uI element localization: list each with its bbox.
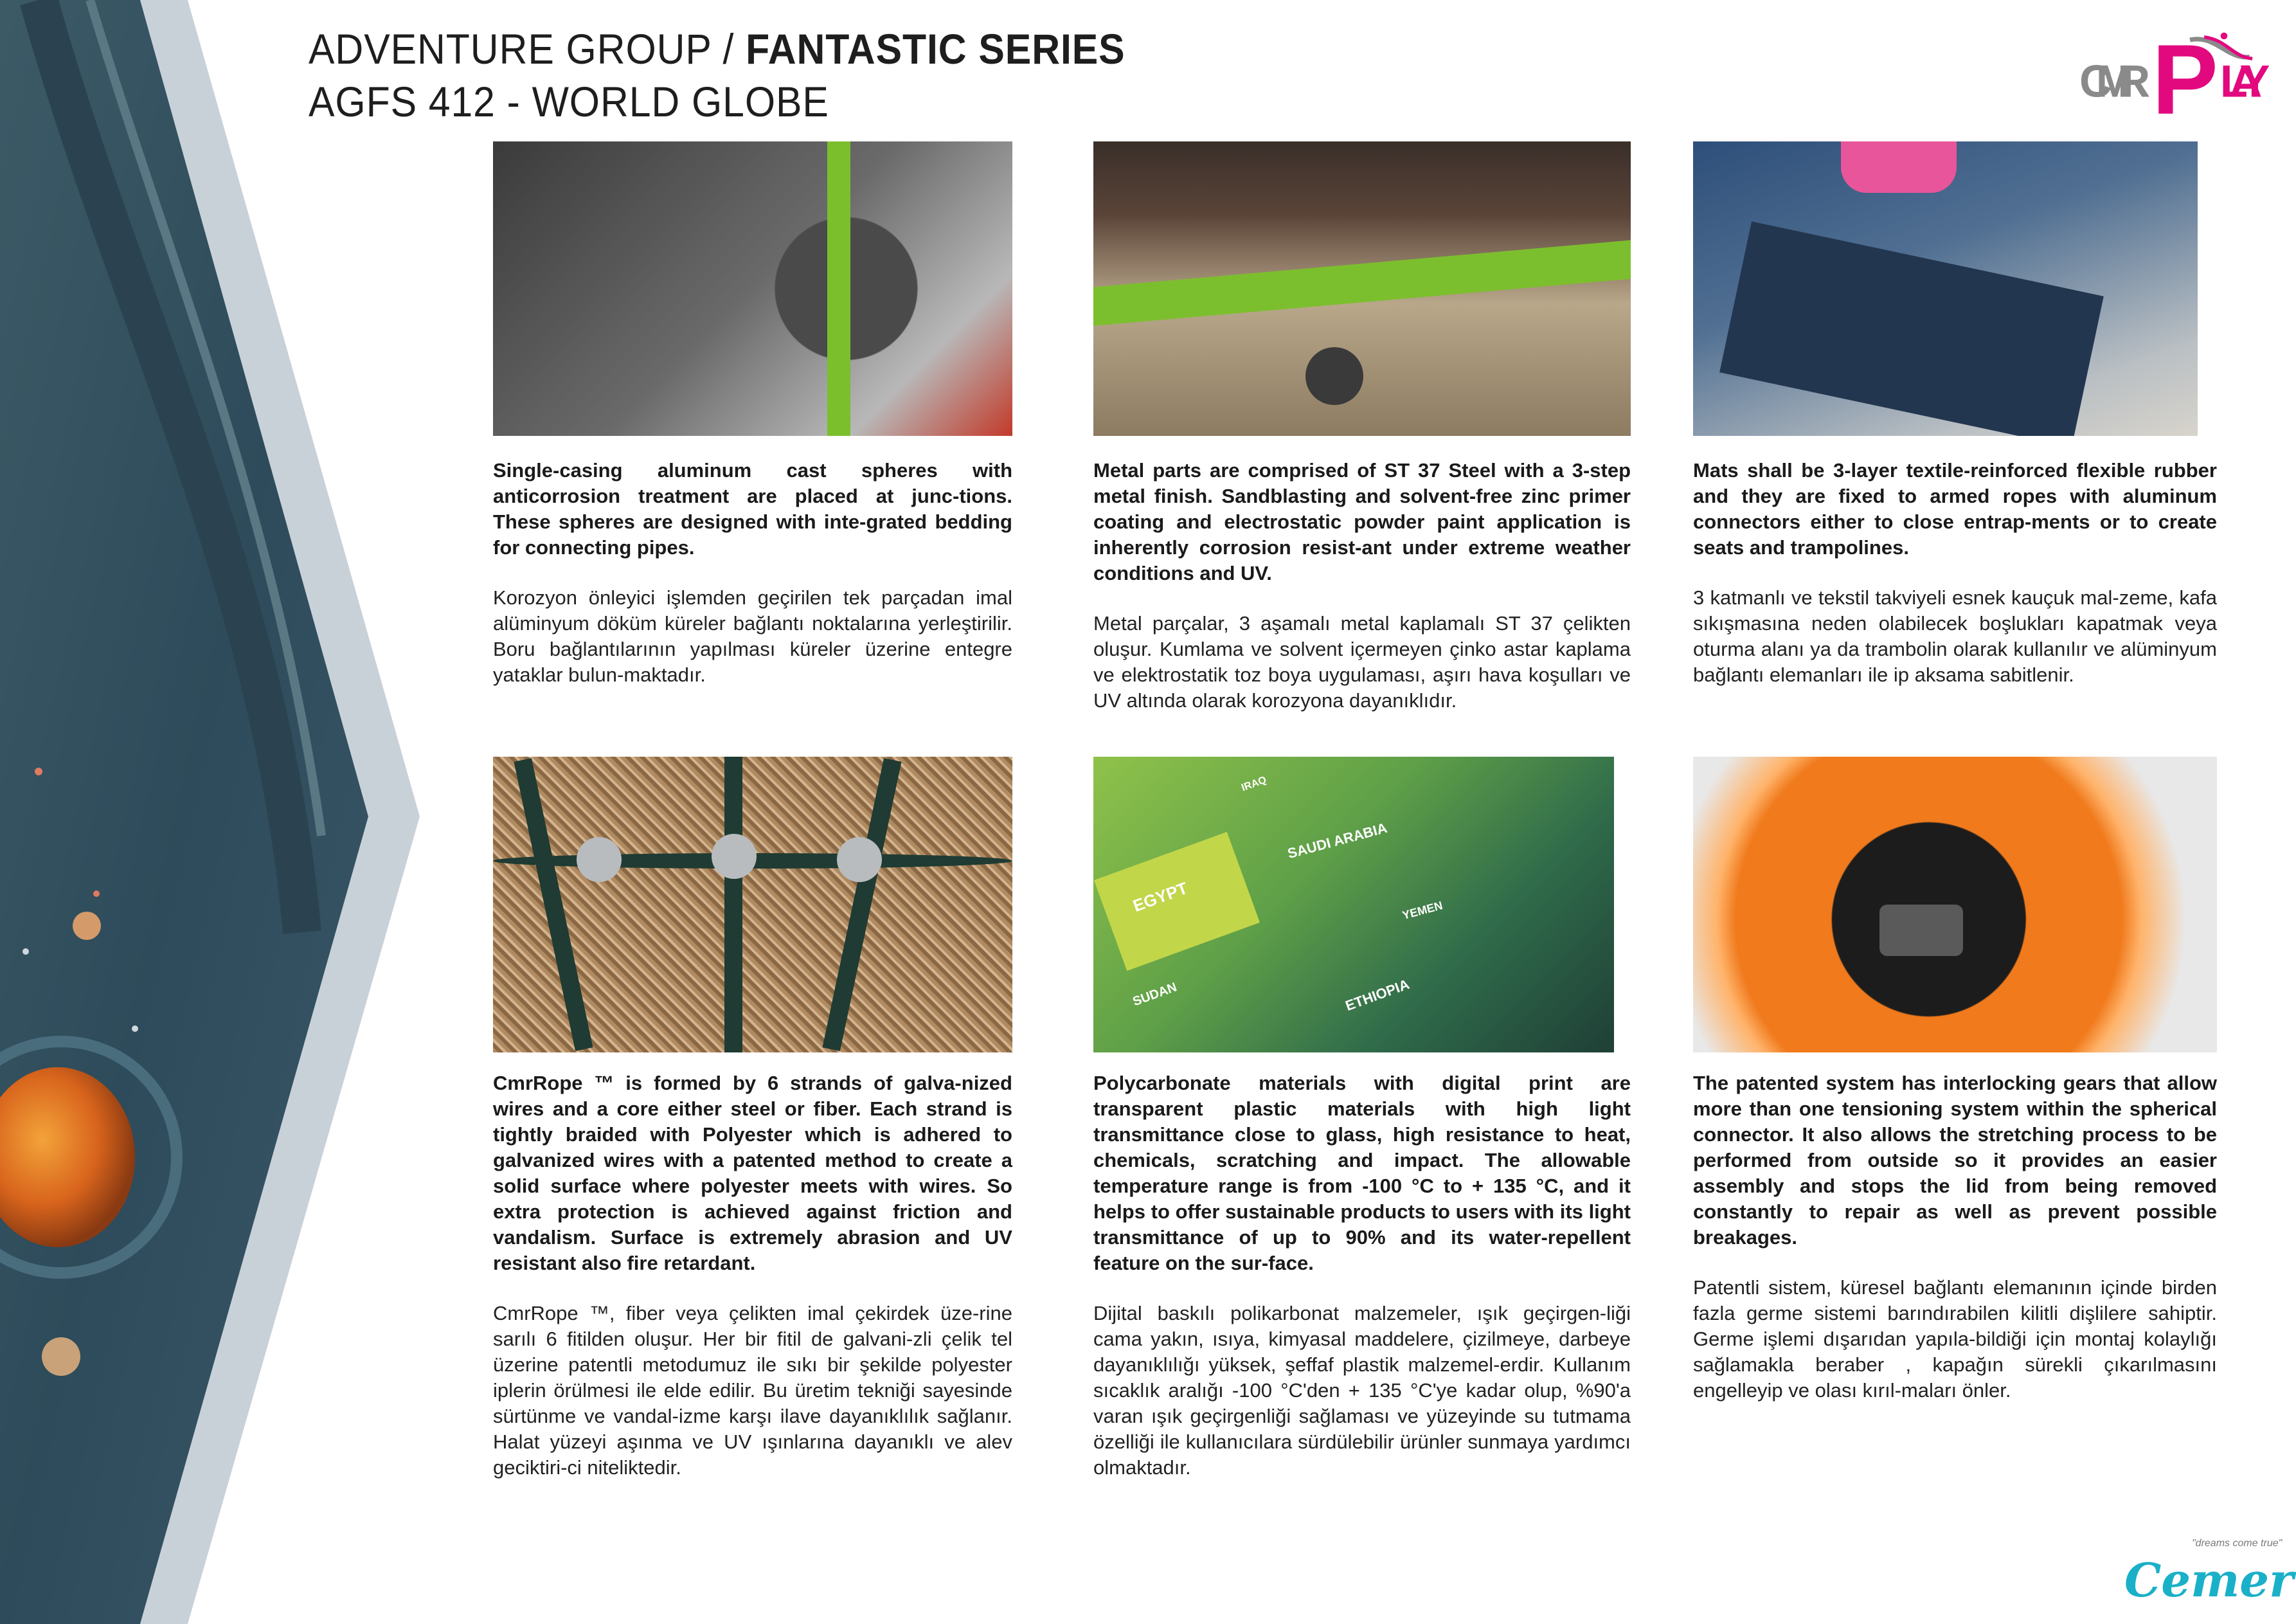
svg-text:LAY: LAY <box>2220 55 2270 107</box>
page-title <box>309 24 1126 73</box>
feature-6-text <box>1693 1070 2217 1403</box>
cmrrope-photo <box>493 757 1012 1052</box>
feature-1-description-tr: Korozyon önleyici işlemden geçirilen tek parçadan imal alüminyum döküm küreler bağlantı noktalarına yerleştirilir. Boru bağlantılarının yapılması küreler üzerine entegre yataklar bulun-maktadır. <box>493 586 1012 686</box>
series-label: FANTASTIC SERIES <box>746 25 1126 73</box>
feature-1-description-en: Single-casing aluminum cast spheres with anticorrosion treatment are placed at junc-tions. These spheres are designed with inte-grated bedding for connecting pipes. <box>493 459 1012 559</box>
rubber-mat-photo <box>1693 141 2198 436</box>
feature-4-description-en: CmrRope ™ is formed by 6 strands of galva-nized wires and a core either steel or fiber. Each strand is tightly braided with Polyester which is adhered to galvanized wires with a patented method to create a solid surface where polyester meets with wires. So extra protection is achieved against friction and vandalism. Surface is extremely abrasion and UV resistant also fire retardant. <box>493 1072 1012 1274</box>
polycarbonate-map-photo <box>1093 757 1614 1052</box>
cemer-logo <box>2121 1538 2294 1615</box>
feature-6-description-tr: Patentli sistem, küresel bağlantı elemanının içinde birden fazla germe sistemi barındırabilen kilitli dişlilere sahiptir. Germe işlemi dışarıdan yapıla-bildiği için montaj kolaylığı sağlamakla beraber , kapağın sürekli çıkarılmasını engelleyip ve olası kırıl-maları önler. <box>1693 1276 2217 1402</box>
map-label-yemen: YEMEN <box>1401 899 1444 922</box>
feature-5-description-en: Polycarbonate materials with digital print are transparent plastic materials with high light transmittance close to glass, high resistance to heat, chemicals, scratching and impact. The allowable temperature range is from -100 °C to + 135 °C, and it helps to offer sustainable products to users with its light transmittance of up to 90% and its water-repellent feature on the sur-face. <box>1093 1072 1631 1274</box>
feature-3-text <box>1693 458 2217 688</box>
svg-text:CMR: CMR <box>2079 55 2151 107</box>
feature-5-description-tr: Dijital baskılı polikarbonat malzemeler, ışık geçirgen-liği cama yakın, ısıya, kimyasal maddelere, çizilmeye, darbeye dayanıklılığı yüksek, şeffaf plastik malzemel-erdir. Kullanım sıcaklık aralığı -100 °C'den + 135 °C'ye kadar olup, %90'a varan ışık geçirgenliği sağlaması ve yüzeyinde su tutmama özelliği ile kullanıcılara sürdülebilir ürünler sunmaya yardımcı olmaktadır. <box>1093 1302 1631 1479</box>
feature-3-description-tr: 3 katmanlı ve tekstil takviyeli esnek kauçuk mal-zeme, kafa sıkışmasına neden olabilecek boşlukları kapatmak veya oturma alanı ya da trambolin olarak kullanılır ve alüminyum bağlantı elemanları ile ip aksama sabitlenir. <box>1693 586 2217 686</box>
map-label-iraq: IRAQ <box>1240 774 1268 794</box>
svg-text:P: P <box>2151 26 2218 122</box>
feature-3-description-en: Mats shall be 3-layer textile-reinforced flexible rubber and they are fixed to armed ropes with aluminum connectors either to close entrap-ments or to create seats and trampolines. <box>1693 459 2217 559</box>
feature-6-description-en: The patented system has interlocking gears that allow more than one tensioning system within the spherical connector. It also allows the stretching process to be performed from outside so it provides an easier assembly and stops the lid from being removed constantly to repair as well as prevent possible breakages. <box>1693 1072 2217 1249</box>
steel-parts-photo <box>1093 141 1631 436</box>
feature-4-description-tr: CmrRope ™, fiber veya çelikten imal çekirdek üze-rine sarılı 6 fitilden oluşur. Her bir fitil de galvani-zli çelik tel üzerine patentli metodumuz ile sıkı bir şekilde polyester iplerin örülmesi ile elde edilir. Bu üretim tekniği sayesinde sürtünme ve vandal-izme karşı ilave dayanıklılık sağlanır. Halat yüzeyi aşınma ve UV ışınlarına dayanıklı ve alev geciktiri-ci niteliktedir. <box>493 1302 1012 1479</box>
cemer-wordmark: Cemer <box>2124 1553 2294 1607</box>
product-title: AGFS 412 - WORLD GLOBE <box>309 78 829 125</box>
cemer-slogan: "dreams come true" <box>2192 1538 2283 1549</box>
map-label-ethiopia: ETHIOPIA <box>1343 976 1412 1015</box>
feature-2-description-tr: Metal parçalar, 3 aşamalı metal kaplamalı ST 37 çelikten oluşur. Kumlama ve solvent içermeyen çinko astar kaplama ve elektrostatik toz boya uygulaması, aşırı hava koşulları ve UV altında olarak korozyona dayanıklıdır. <box>1093 612 1631 712</box>
group-label: ADVENTURE GROUP / <box>309 25 746 73</box>
cmrplay-logo <box>2060 26 2292 122</box>
feature-2-description-en: Metal parts are comprised of ST 37 Steel with a 3-step metal finish. Sandblasting and solvent-free zinc primer coating and electrostatic powder paint application is inherently corrosion resist-ant under extreme weather conditions and UV. <box>1093 459 1631 584</box>
feature-5-text <box>1093 1070 1631 1481</box>
feature-1-text <box>493 458 1012 688</box>
feature-4-text <box>493 1070 1012 1481</box>
tensioning-system-photo <box>1693 757 2217 1052</box>
feature-2-text <box>1093 458 1631 714</box>
aluminum-sphere-photo <box>493 141 1012 436</box>
decorative-side-panel <box>0 0 450 1624</box>
map-label-egypt: EGYPT <box>1130 878 1190 916</box>
playground-photo <box>0 0 368 1624</box>
map-label-saudi-arabia: SAUDI ARABIA <box>1286 819 1389 862</box>
map-label-sudan: SUDAN <box>1131 980 1179 1009</box>
